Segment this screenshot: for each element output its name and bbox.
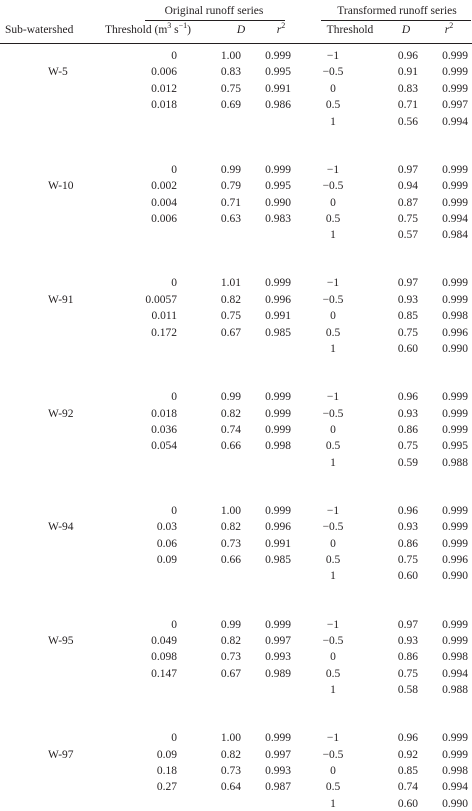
r2-exp: 2 — [281, 21, 286, 30]
cell-threshold-original: 0.049 — [151, 634, 177, 647]
cell-threshold-original: 0.006 — [151, 212, 177, 225]
cell-r2-transformed: 0.990 — [442, 343, 468, 355]
cell-d-transformed: 0.93 — [397, 293, 418, 306]
cell-threshold-transformed: 0 — [330, 196, 336, 209]
cell-d-original: 0.71 — [220, 196, 241, 209]
cell-r2-transformed: 0.999 — [442, 163, 468, 176]
cell-d-transformed: 0.96 — [397, 732, 418, 745]
cell-threshold-original: 0.036 — [151, 423, 177, 436]
cell-d-original: 0.73 — [220, 537, 241, 550]
rule-original — [145, 20, 285, 21]
cell-r2-transformed: 0.994 — [442, 115, 468, 128]
cell-threshold-transformed: 1 — [330, 570, 336, 583]
cell-threshold-transformed: −0.5 — [322, 180, 344, 193]
subwatershed-label: W-5 — [48, 66, 68, 79]
col-header-threshold-transformed: Threshold — [326, 24, 374, 36]
cell-r2-transformed: 0.999 — [442, 504, 468, 517]
cell-r2-transformed: 0.999 — [442, 277, 468, 290]
cell-threshold-transformed: 0 — [330, 310, 336, 323]
cell-threshold-transformed: 0 — [330, 765, 336, 777]
col-header-d-transformed: D — [401, 24, 411, 36]
cell-threshold-original: 0.06 — [156, 537, 177, 550]
cell-d-original: 0.64 — [220, 781, 241, 794]
cell-threshold-transformed: −1 — [326, 504, 340, 517]
cell-r2-original: 0.995 — [265, 66, 291, 79]
cell-threshold-original: 0.098 — [151, 651, 177, 664]
cell-threshold-original: 0 — [171, 277, 177, 290]
cell-d-transformed: 0.56 — [397, 115, 418, 128]
cell-threshold-transformed: 1 — [330, 343, 336, 355]
cell-r2-transformed: 0.994 — [442, 212, 468, 225]
r2-exp: 2 — [449, 21, 454, 30]
cell-threshold-transformed: −1 — [326, 50, 340, 62]
cell-r2-transformed: 0.999 — [442, 391, 468, 404]
threshold-unit-exp2: −1 — [178, 21, 188, 30]
group-header-original: Original runoff series — [164, 5, 264, 17]
cell-r2-original: 0.989 — [265, 667, 291, 680]
r2-base: r — [444, 24, 450, 36]
subwatershed-label: W-10 — [48, 180, 74, 193]
cell-r2-transformed: 0.998 — [442, 765, 468, 777]
cell-d-original: 1.00 — [220, 50, 241, 62]
cell-r2-original: 0.999 — [265, 50, 291, 62]
cell-threshold-original: 0.054 — [151, 440, 177, 453]
cell-r2-original: 0.991 — [265, 82, 291, 95]
cell-d-transformed: 0.58 — [397, 684, 418, 697]
subwatershed-label: W-95 — [48, 634, 74, 647]
cell-d-original: 0.99 — [220, 163, 241, 176]
cell-d-original: 0.63 — [220, 212, 241, 225]
cell-threshold-transformed: 0.5 — [325, 667, 341, 680]
cell-threshold-original: 0.0057 — [145, 293, 177, 306]
cell-threshold-transformed: −1 — [326, 618, 340, 631]
cell-d-original: 1.00 — [220, 732, 241, 745]
cell-r2-transformed: 0.998 — [442, 310, 468, 323]
subwatershed-label: W-92 — [48, 407, 74, 420]
cell-r2-transformed: 0.999 — [442, 50, 468, 62]
cell-r2-transformed: 0.996 — [442, 326, 468, 339]
cell-d-original: 0.69 — [220, 99, 241, 112]
cell-r2-transformed: 0.990 — [442, 797, 468, 810]
cell-d-transformed: 0.96 — [397, 504, 418, 517]
cell-r2-transformed: 0.999 — [442, 732, 468, 745]
cell-r2-original: 0.999 — [265, 732, 291, 745]
cell-r2-original: 0.985 — [265, 326, 291, 339]
cell-d-transformed: 0.86 — [397, 423, 418, 436]
cell-threshold-original: 0 — [171, 618, 177, 631]
cell-r2-transformed: 0.988 — [442, 456, 468, 469]
cell-d-transformed: 0.87 — [397, 196, 418, 209]
cell-d-original: 0.83 — [220, 66, 241, 79]
cell-d-transformed: 0.75 — [397, 212, 418, 225]
cell-d-transformed: 0.57 — [397, 229, 418, 242]
cell-r2-original: 0.991 — [265, 537, 291, 550]
cell-d-transformed: 0.92 — [397, 748, 418, 761]
cell-r2-transformed: 0.994 — [442, 667, 468, 680]
cell-threshold-original: 0.03 — [156, 521, 177, 534]
cell-d-transformed: 0.86 — [397, 537, 418, 550]
cell-threshold-original: 0.09 — [156, 748, 177, 761]
cell-d-original: 0.66 — [220, 554, 241, 566]
cell-threshold-original: 0.018 — [151, 99, 177, 112]
cell-threshold-transformed: 0 — [330, 423, 336, 436]
cell-d-original: 1.00 — [220, 504, 241, 517]
cell-r2-original: 0.996 — [265, 521, 291, 534]
cell-d-transformed: 0.71 — [397, 99, 418, 112]
cell-r2-original: 0.995 — [265, 180, 291, 193]
cell-r2-transformed: 0.997 — [442, 99, 468, 112]
cell-d-transformed: 0.74 — [397, 781, 418, 794]
cell-threshold-transformed: 1 — [330, 456, 336, 469]
cell-r2-original: 0.983 — [265, 212, 291, 225]
cell-threshold-original: 0.004 — [151, 196, 177, 209]
cell-threshold-original: 0.18 — [156, 765, 177, 777]
cell-threshold-transformed: 0.5 — [325, 781, 341, 794]
cell-threshold-original: 0.018 — [151, 407, 177, 420]
cell-r2-transformed: 0.999 — [442, 293, 468, 306]
cell-d-original: 0.66 — [220, 440, 241, 453]
r2-base: r — [276, 24, 282, 36]
cell-threshold-transformed: −0.5 — [322, 293, 344, 306]
cell-d-original: 0.82 — [220, 407, 241, 420]
cell-r2-original: 0.997 — [265, 634, 291, 647]
cell-r2-original: 0.990 — [265, 196, 291, 209]
cell-d-transformed: 0.97 — [397, 163, 418, 176]
cell-d-original: 0.82 — [220, 293, 241, 306]
cell-threshold-original: 0.006 — [151, 66, 177, 79]
cell-threshold-original: 0.011 — [151, 310, 177, 323]
cell-d-original: 0.67 — [220, 667, 241, 680]
cell-r2-original: 0.993 — [265, 651, 291, 664]
cell-threshold-transformed: −1 — [326, 732, 340, 745]
cell-d-transformed: 0.59 — [397, 456, 418, 469]
cell-r2-original: 0.993 — [265, 765, 291, 777]
cell-d-original: 0.75 — [220, 310, 241, 323]
cell-threshold-transformed: 1 — [330, 797, 336, 810]
cell-r2-original: 0.987 — [265, 781, 291, 794]
subwatershed-label: W-91 — [48, 293, 74, 306]
cell-r2-original: 0.999 — [265, 277, 291, 290]
cell-d-original: 0.82 — [220, 521, 241, 534]
cell-threshold-original: 0.012 — [151, 82, 177, 95]
cell-d-original: 0.73 — [220, 765, 241, 777]
subwatershed-label: W-97 — [48, 748, 74, 761]
cell-d-transformed: 0.75 — [397, 554, 418, 566]
cell-d-original: 0.75 — [220, 82, 241, 95]
cell-r2-original: 0.999 — [265, 391, 291, 404]
cell-threshold-transformed: 0.5 — [325, 99, 341, 112]
threshold-unit-suffix: ) — [187, 24, 191, 36]
cell-r2-original: 0.999 — [265, 504, 291, 517]
cell-d-transformed: 0.96 — [397, 50, 418, 62]
cell-r2-transformed: 0.999 — [442, 521, 468, 534]
cell-threshold-transformed: −0.5 — [322, 634, 344, 647]
cell-threshold-transformed: 0 — [330, 651, 336, 664]
cell-threshold-transformed: 0.5 — [325, 212, 341, 225]
cell-d-original: 0.82 — [220, 634, 241, 647]
cell-threshold-transformed: 0 — [330, 537, 336, 550]
cell-r2-transformed: 0.988 — [442, 684, 468, 697]
cell-threshold-transformed: 1 — [330, 229, 336, 242]
cell-d-original: 0.99 — [220, 618, 241, 631]
cell-d-transformed: 0.75 — [397, 440, 418, 453]
cell-d-original: 0.82 — [220, 748, 241, 761]
col-header-d-original: D — [236, 24, 246, 36]
cell-r2-transformed: 0.999 — [442, 423, 468, 436]
cell-r2-original: 0.997 — [265, 748, 291, 761]
cell-threshold-transformed: −0.5 — [322, 521, 344, 534]
cell-threshold-transformed: −0.5 — [322, 66, 344, 79]
cell-r2-transformed: 0.994 — [442, 781, 468, 794]
cell-threshold-original: 0 — [171, 50, 177, 62]
cell-r2-transformed: 0.995 — [442, 440, 468, 453]
cell-threshold-original: 0.002 — [151, 180, 177, 193]
cell-d-transformed: 0.93 — [397, 407, 418, 420]
cell-threshold-original: 0.172 — [151, 326, 177, 339]
cell-threshold-transformed: 0.5 — [325, 326, 341, 339]
cell-d-transformed: 0.60 — [397, 797, 418, 810]
cell-threshold-transformed: 1 — [330, 115, 336, 128]
cell-d-transformed: 0.75 — [397, 667, 418, 680]
cell-r2-original: 0.985 — [265, 554, 291, 566]
cell-r2-transformed: 0.999 — [442, 634, 468, 647]
cell-d-transformed: 0.75 — [397, 326, 418, 339]
cell-r2-original: 0.998 — [265, 440, 291, 453]
cell-threshold-transformed: 0.5 — [325, 554, 341, 566]
cell-threshold-original: 0.147 — [151, 667, 177, 680]
cell-r2-transformed: 0.999 — [442, 196, 468, 209]
cell-r2-transformed: 0.999 — [442, 66, 468, 79]
cell-r2-transformed: 0.990 — [442, 570, 468, 583]
cell-d-transformed: 0.96 — [397, 391, 418, 404]
cell-r2-original: 0.999 — [265, 163, 291, 176]
cell-r2-transformed: 0.996 — [442, 554, 468, 566]
cell-d-original: 0.73 — [220, 651, 241, 664]
cell-d-original: 0.99 — [220, 391, 241, 404]
cell-d-transformed: 0.97 — [397, 277, 418, 290]
cell-d-original: 0.79 — [220, 180, 241, 193]
cell-r2-original: 0.999 — [265, 407, 291, 420]
cell-threshold-original: 0.09 — [156, 554, 177, 566]
threshold-unit-prefix: Threshold (m — [105, 24, 168, 36]
cell-d-transformed: 0.60 — [397, 570, 418, 583]
cell-threshold-original: 0 — [171, 504, 177, 517]
subwatershed-label: W-94 — [48, 521, 74, 534]
cell-r2-original: 0.999 — [265, 618, 291, 631]
cell-r2-transformed: 0.999 — [442, 618, 468, 631]
header-rule — [0, 43, 472, 44]
cell-d-transformed: 0.86 — [397, 651, 418, 664]
cell-threshold-transformed: −1 — [326, 391, 340, 404]
cell-threshold-original: 0 — [171, 391, 177, 404]
cell-r2-transformed: 0.999 — [442, 82, 468, 95]
cell-d-transformed: 0.85 — [397, 765, 418, 777]
cell-r2-original: 0.996 — [265, 293, 291, 306]
col-header-r2-original — [276, 21, 286, 37]
cell-d-transformed: 0.93 — [397, 634, 418, 647]
cell-d-original: 0.74 — [220, 423, 241, 436]
cell-threshold-transformed: 0.5 — [325, 440, 341, 453]
cell-d-transformed: 0.91 — [397, 66, 418, 79]
col-header-threshold — [105, 21, 191, 37]
cell-r2-original: 0.999 — [265, 423, 291, 436]
cell-threshold-transformed: −1 — [326, 277, 340, 290]
cell-r2-transformed: 0.999 — [442, 180, 468, 193]
cell-threshold-transformed: −1 — [326, 163, 340, 176]
cell-threshold-transformed: −0.5 — [322, 748, 344, 761]
cell-threshold-transformed: −0.5 — [322, 407, 344, 420]
cell-r2-original: 0.986 — [265, 99, 291, 112]
threshold-unit-exp1: 3 — [167, 21, 172, 30]
cell-d-transformed: 0.85 — [397, 310, 418, 323]
threshold-unit-mid: s — [171, 24, 179, 36]
group-header-transformed: Transformed runoff series — [337, 5, 457, 17]
cell-r2-transformed: 0.999 — [442, 407, 468, 420]
cell-d-original: 0.67 — [220, 326, 241, 339]
cell-d-transformed: 0.93 — [397, 521, 418, 534]
cell-d-transformed: 0.83 — [397, 82, 418, 95]
cell-r2-transformed: 0.999 — [442, 537, 468, 550]
cell-d-transformed: 0.60 — [397, 343, 418, 355]
cell-r2-transformed: 0.999 — [442, 748, 468, 761]
cell-threshold-transformed: 1 — [330, 684, 336, 697]
col-header-subwatershed: Sub-watershed — [5, 24, 74, 36]
cell-threshold-original: 0.27 — [156, 781, 177, 794]
cell-r2-transformed: 0.984 — [442, 229, 468, 242]
cell-r2-transformed: 0.998 — [442, 651, 468, 664]
cell-d-original: 1.01 — [220, 277, 241, 290]
cell-d-transformed: 0.97 — [397, 618, 418, 631]
cell-threshold-transformed: 0 — [330, 82, 336, 95]
cell-r2-original: 0.991 — [265, 310, 291, 323]
cell-d-transformed: 0.94 — [397, 180, 418, 193]
cell-threshold-original: 0 — [171, 732, 177, 745]
cell-threshold-original: 0 — [171, 163, 177, 176]
col-header-r2-transformed — [444, 21, 454, 37]
